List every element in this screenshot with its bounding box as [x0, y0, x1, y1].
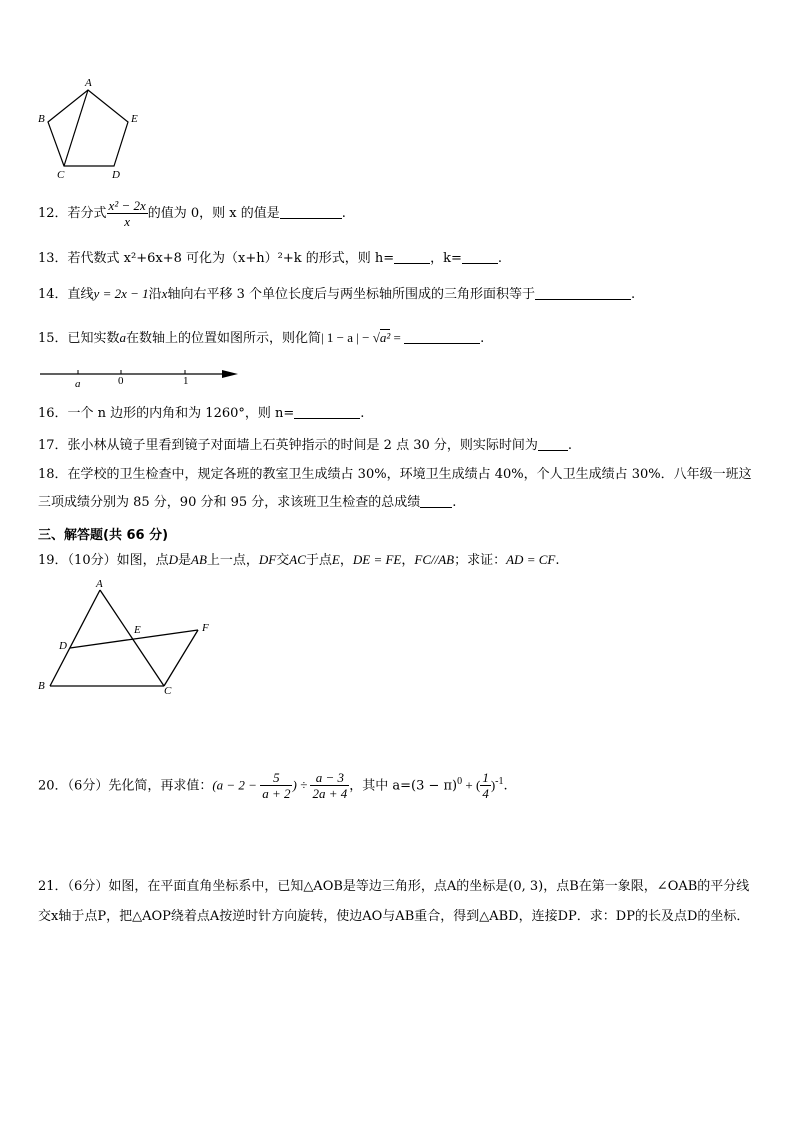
q19-eq1: DE = FE — [352, 552, 402, 567]
numberline-label-zero: 0 — [118, 375, 124, 387]
question-13 — [38, 249, 502, 269]
q13-k-blank[interactable] — [462, 249, 498, 264]
q19-t6: ， — [401, 553, 415, 568]
q19-t1: 是 — [177, 553, 191, 568]
q20-f3-num: 1 — [482, 770, 489, 786]
q19-t2: 上一点， — [206, 553, 259, 568]
triangle-label-b: B — [38, 680, 45, 692]
pentagon-label-c: C — [57, 169, 65, 181]
q20-prefix: 20．（6分）先化简，再求值： — [38, 778, 213, 794]
q15-var: a — [119, 330, 127, 345]
q20-fraction-3 — [480, 770, 491, 801]
q16-answer-blank[interactable] — [294, 404, 360, 419]
q12-numerator: x² − 2x — [108, 198, 146, 213]
q14-text1: 沿 — [148, 287, 162, 302]
q19-ab: AB — [191, 552, 207, 567]
q14-prefix: 14．直线 — [38, 287, 94, 302]
triangle-label-d: D — [59, 640, 67, 652]
q12-denominator: x — [124, 214, 131, 229]
q12-prefix: 12．若分式 — [38, 206, 107, 221]
q20-fraction-2 — [310, 770, 349, 801]
q15-prefix: 15．已知实数 — [38, 331, 120, 346]
q15-text: 在数轴上的位置如图所示，则化简 — [126, 331, 322, 346]
pentagon-label-a: A — [85, 77, 92, 89]
triangle-label-f: F — [202, 622, 209, 634]
q15-sqrt-arg: a² — [379, 330, 391, 345]
numberline-label-one: 1 — [183, 375, 189, 387]
q19-prefix: 19．（10分）如图，点 — [38, 553, 169, 568]
q20-fraction-1 — [260, 770, 292, 801]
q20-p1: (a − 2 − — [212, 777, 261, 793]
numberline-label-a: a — [75, 378, 81, 390]
q14-end: . — [630, 287, 636, 302]
q19-df: DF — [258, 552, 277, 567]
q13-h-blank[interactable] — [394, 249, 430, 264]
q20-f1-den: a + 2 — [262, 786, 291, 802]
q20-t2: + ( — [462, 777, 481, 793]
q20-f1-num: 5 — [260, 770, 292, 786]
question-19 — [38, 550, 559, 571]
number-line-figure — [38, 364, 240, 392]
q13-text2: ，k= — [430, 251, 462, 266]
sqrt-icon: √ — [372, 330, 380, 345]
q20-exp1: -1 — [495, 776, 504, 787]
question-16 — [38, 404, 364, 424]
q19-t4: 于点 — [305, 553, 332, 568]
q16-text: 16．一个 n 边形的内角和为 1260°，则 n= — [38, 406, 295, 421]
question-14 — [38, 284, 635, 305]
q17-text: 17．张小林从镜子里看到镜子对面墙上石英钟指示的时间是 2 点 30 分，则实际时间为 — [38, 438, 538, 453]
q20-end: . — [503, 778, 508, 794]
question-18 — [38, 461, 756, 517]
q15-eq: = — [390, 330, 405, 345]
triangle-figure — [30, 576, 226, 700]
section-heading: 三、解答题(共 66 分) — [38, 528, 169, 543]
q13-end: . — [497, 251, 503, 266]
q12-answer-blank[interactable] — [280, 204, 342, 219]
q19-eq2: FC//AB — [414, 552, 455, 567]
q20-p2: ) ÷ — [292, 777, 311, 793]
q20-f3-den: 4 — [482, 786, 489, 802]
q20-exp0: 0 — [457, 776, 463, 787]
q14-text2: 轴向右平移 3 个单位长度后与两坐标轴所围成的三角形面积等于 — [167, 287, 535, 302]
question-21 — [38, 872, 756, 932]
q17-end: . — [567, 438, 573, 453]
q14-var: x — [161, 286, 168, 301]
q18-text: 18．在学校的卫生检查中，规定各班的教室卫生成绩占 30%，环境卫生成绩占 40%，个人卫生成绩占 30%．八年级一班这三项成绩分别为 85 分，90 分和 95 分，求该班卫生检查的总成绩 — [38, 467, 752, 510]
q19-point-d: D — [168, 552, 178, 567]
q19-t3: 交 — [276, 553, 290, 568]
q21-text: 21．（6分）如图，在平面直角坐标系中，已知△AOB是等边三角形，点A的坐标是(0, 3)，点B在第一象限，∠OAB的平分线交x轴于点P，把△AOP绕着点A按逆时针方向旋转，使边AO与AB重合，得到△ABD，连接DP．求：DP的长及点D的坐标． — [38, 879, 750, 924]
question-17 — [38, 436, 572, 456]
q15-expr1: | 1 − a | − — [321, 330, 373, 345]
pentagon-figure — [30, 74, 150, 182]
q12-fraction — [107, 198, 148, 229]
pentagon-label-e: E — [131, 113, 138, 125]
question-12 — [38, 198, 346, 229]
q19-t5: ， — [339, 553, 353, 568]
q14-answer-blank[interactable] — [535, 285, 631, 300]
q16-end: . — [360, 406, 365, 421]
q19-t7: ；求证： — [454, 553, 507, 568]
pentagon-label-b: B — [38, 113, 45, 125]
q20-f2-den: 2a + 4 — [312, 786, 348, 802]
q12-suffix: 的值为 0，则 x 的值是 — [147, 206, 280, 221]
q20-f2-num: a − 3 — [310, 770, 349, 786]
triangle-label-c: C — [164, 685, 172, 697]
q15-answer-blank[interactable] — [404, 329, 480, 344]
q19-ac: AC — [289, 552, 306, 567]
q19-eq3: AD = CF — [506, 552, 556, 567]
question-20 — [38, 766, 508, 802]
q18-answer-blank[interactable] — [420, 493, 452, 508]
q19-end: . — [555, 553, 560, 568]
pentagon-label-d: D — [112, 169, 120, 181]
question-15 — [38, 328, 484, 349]
q13-text1: 13．若代数式 x²+6x+8 可化为（x+h）²+k 的形式，则 h= — [38, 251, 395, 266]
triangle-label-e: E — [134, 624, 141, 636]
q17-answer-blank[interactable] — [538, 436, 568, 451]
q20-t1: ，其中 a=(3 − π) — [349, 778, 458, 794]
q20-t3: ) — [490, 777, 496, 793]
q18-end: . — [452, 495, 457, 510]
triangle-label-a: A — [96, 578, 103, 590]
q12-end: . — [341, 206, 346, 221]
q15-end: . — [480, 331, 485, 346]
q14-expr: y = 2x − 1 — [93, 286, 149, 301]
q19-point-e: E — [331, 552, 340, 567]
